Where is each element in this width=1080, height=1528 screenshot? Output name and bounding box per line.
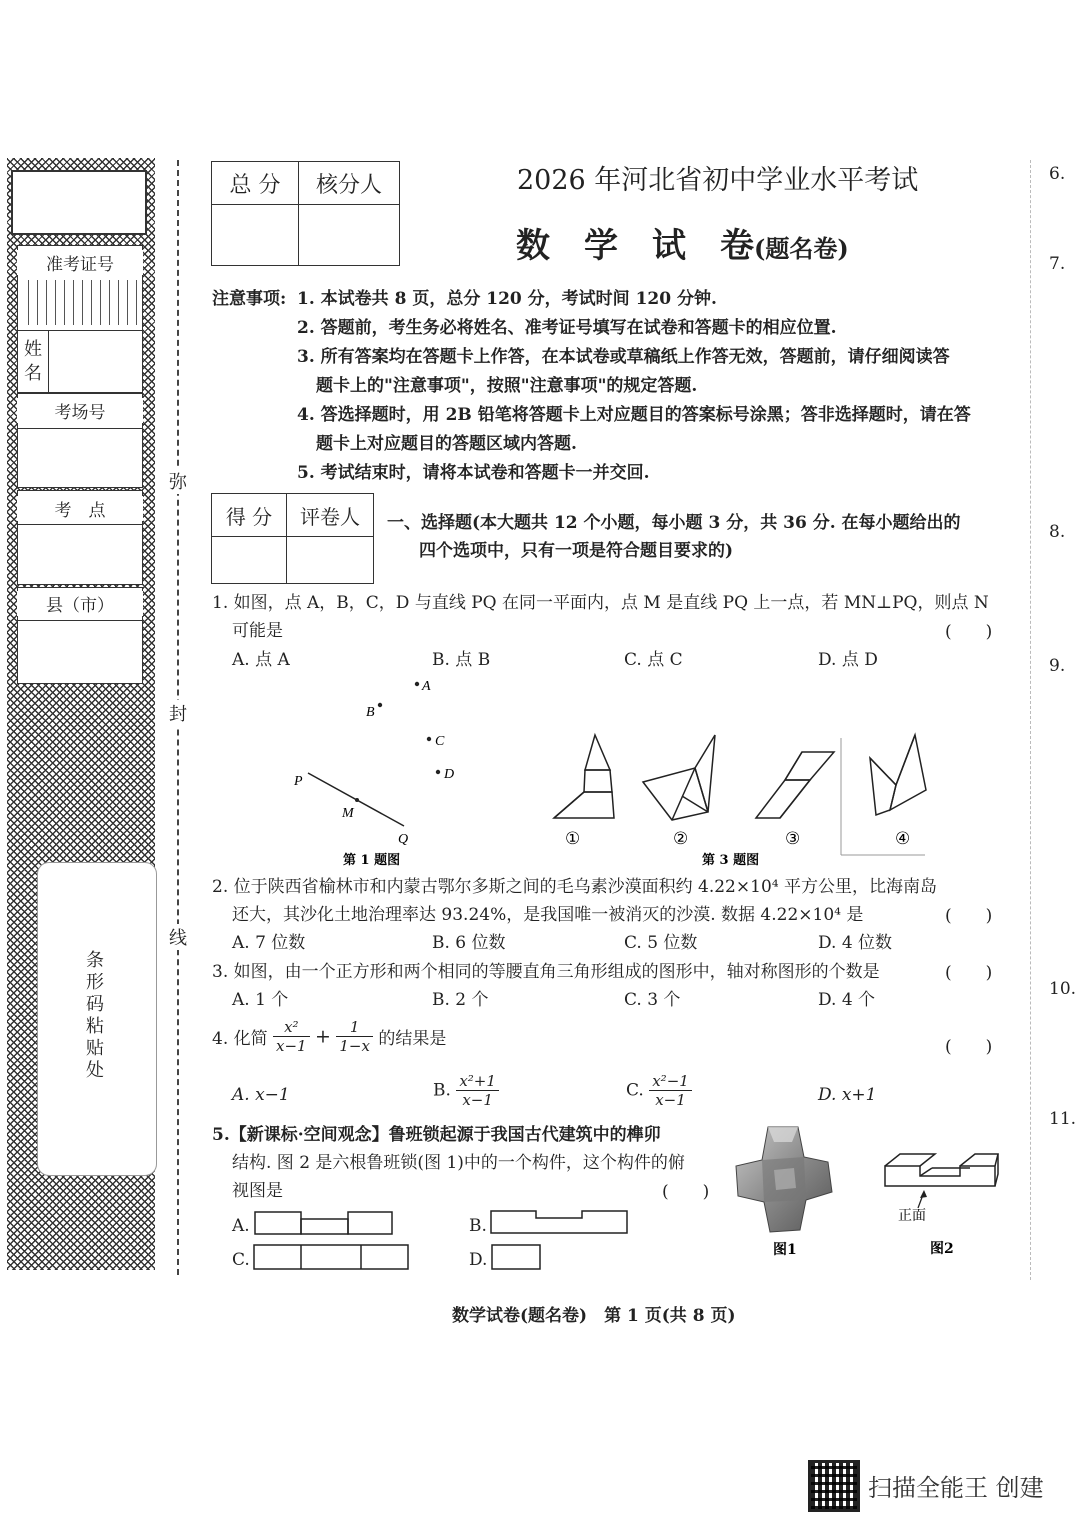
q5-opt-b-label: B.	[469, 1216, 487, 1236]
q4-fraction-1	[273, 1018, 310, 1055]
q4-option-b	[433, 1072, 499, 1109]
q5-opt-a-figure	[254, 1211, 396, 1237]
q5-line1-text: 5.【新课标·空间观念】鲁班锁起源于我国古代建筑中的榫卯	[212, 1125, 661, 1145]
point-b-label: B	[366, 705, 375, 720]
point-m-label: M	[342, 806, 354, 821]
notice-item-5: 5. 考试结束时，请将本试卷和答题卡一并交回.	[297, 463, 650, 483]
q4-fraction-2	[336, 1018, 373, 1055]
q4-f2-num: 1	[336, 1018, 373, 1037]
point-p-label: P	[294, 774, 303, 789]
right-page-divider	[1030, 160, 1031, 1280]
q1-option-c: C. 点 C	[624, 650, 683, 670]
fig3-caption: 第 3 题图	[702, 853, 760, 868]
q5-answer-paren[interactable]: ( )	[662, 1182, 710, 1202]
point-a-label: A	[422, 679, 431, 694]
q4-optc-num: x²−1	[649, 1072, 692, 1091]
notice-item-1: 1. 本试卷共 8 页，总分 120 分，考试时间 120 分钟.	[297, 289, 717, 309]
q4-optc-label: C.	[626, 1080, 644, 1101]
q4-optb-num: x²+1	[456, 1072, 499, 1091]
q4-optc-den: x−1	[655, 1091, 686, 1109]
q4-optc-fraction	[649, 1072, 692, 1109]
notice-item-4: 4. 答选择题时，用 2B 铅笔将答题卡上对应题目的答案标号涂黑；答非选择题时，请在答	[297, 405, 971, 425]
q5-line2: 结构. 图 2 是六根鲁班锁(图 1)中的一个构件，这个构件的俯	[232, 1153, 685, 1173]
point-d-label: D	[444, 767, 455, 782]
county-divider	[17, 620, 143, 621]
fig3-shape-3	[756, 752, 834, 818]
luban-lock-figure-1	[728, 1122, 838, 1262]
q4-option-a: A. x−1	[232, 1085, 290, 1105]
page-footer: 数学试卷(题名卷) 第 1 页(共 8 页)	[452, 1306, 736, 1326]
q1-line1: 1. 如图，点 A，B，C，D 与直线 PQ 在同一平面内，点 M 是直线 PQ 上一点，若 MN⊥PQ，则点 N	[212, 593, 989, 613]
room-divider	[17, 428, 143, 429]
q2-option-c: C. 5 位数	[624, 933, 698, 953]
section1-line1: 一、选择题(本大题共 12 个小题，每小题 3 分，共 36 分. 在每小题给出的	[387, 513, 961, 533]
q4-plus: +	[315, 1025, 331, 1048]
name-col-divider	[48, 330, 49, 393]
watermark-text: 扫描全能王 创建	[868, 1474, 1044, 1502]
subject-title	[516, 218, 849, 267]
checker-header: 核分人	[299, 162, 400, 205]
exam-id-digit-cells	[20, 280, 140, 325]
total-score-cell[interactable]	[212, 205, 299, 266]
notice-item-3: 3. 所有答案均在答题卡上作答，在本试卷或草稿纸上作答无效，答题前，请仔细阅读答	[297, 347, 950, 367]
seal-char-1: 弥	[169, 468, 187, 494]
q4-stem	[212, 1018, 446, 1055]
q1-figure	[280, 670, 480, 870]
luban-fig2-caption: 图2	[930, 1241, 954, 1257]
right-margin-q9: 9.	[1049, 656, 1066, 676]
name-divider	[17, 330, 143, 331]
qr-code-icon	[808, 1460, 860, 1512]
q4-f1-num: x²	[273, 1018, 310, 1037]
seal-char-3: 线	[169, 924, 187, 950]
q3-option-c: C. 3 个	[624, 990, 681, 1010]
subject-main: 数 学 试 卷	[516, 226, 754, 266]
section1-line2: 四个选项中，只有一项是符合题目要求的)	[419, 541, 734, 561]
point-m-dot	[355, 798, 359, 802]
right-margin-q11: 11.	[1049, 1109, 1077, 1129]
q4-f2-den: 1−x	[339, 1037, 370, 1055]
q4-answer-paren[interactable]: ( )	[945, 1037, 993, 1057]
q1-option-a: A. 点 A	[232, 650, 290, 670]
grader-score-cell[interactable]	[212, 537, 287, 584]
right-margin-q6: 6.	[1049, 164, 1066, 184]
grader-name-header: 评卷人	[287, 494, 374, 537]
q4-option-d: D. x+1	[818, 1085, 877, 1105]
fig3-shape-4	[870, 735, 926, 815]
fig3-shape-2	[643, 735, 715, 820]
q3-option-a: A. 1 个	[232, 990, 289, 1010]
right-margin-q8: 8.	[1049, 522, 1066, 542]
luban-component-figure-2	[880, 1146, 1005, 1258]
q1-answer-paren[interactable]: ( )	[945, 622, 993, 642]
q2-option-a: A. 7 位数	[232, 933, 306, 953]
fig3-label-1: ①	[565, 829, 581, 849]
q2-option-d: D. 4 位数	[818, 933, 893, 953]
q4-suffix: 的结果是	[378, 1029, 447, 1049]
notice-label: 注意事项:	[212, 289, 287, 309]
q4-optb-fraction	[456, 1072, 499, 1109]
grader-name-cell[interactable]	[287, 537, 374, 584]
point-q-label: Q	[398, 832, 409, 847]
q1-option-b: B. 点 B	[432, 650, 491, 670]
q5-opt-c-label: C.	[232, 1250, 250, 1270]
point-c-dot	[427, 737, 431, 741]
fig3-label-4: ④	[895, 829, 911, 849]
q5-opt-d-label: D.	[469, 1250, 488, 1270]
site-label: 考 点	[17, 496, 143, 521]
point-d-dot	[436, 770, 440, 774]
fig1-caption: 第 1 题图	[343, 853, 401, 868]
front-label: 正面	[898, 1208, 926, 1224]
fig3-label-3: ③	[785, 829, 801, 849]
subject-suffix: (题名卷)	[754, 234, 849, 263]
q4-prefix: 4. 化简	[212, 1029, 268, 1049]
notice-item-2: 2. 答题前，考生务必将姓名、准考证号填写在试卷和答题卡的相应位置.	[297, 318, 837, 338]
total-score-header: 总 分	[212, 162, 299, 205]
site-divider	[17, 524, 143, 525]
q2-option-b: B. 6 位数	[432, 933, 506, 953]
q5-opt-d-figure	[491, 1244, 543, 1272]
exam-title: 2026 年河北省初中学业水平考试	[517, 165, 919, 196]
right-margin-q10: 10.	[1049, 979, 1077, 999]
q2-line1: 2. 位于陕西省榆林市和内蒙古鄂尔多斯之间的毛乌素沙漠面积约 4.22×10⁴ 平方公里，比海南岛	[212, 877, 937, 897]
q3-option-b: B. 2 个	[432, 990, 489, 1010]
q1-option-d: D. 点 D	[818, 650, 878, 670]
q5-line1	[212, 1121, 661, 1149]
grader-table	[211, 493, 374, 584]
point-b-dot	[378, 703, 382, 707]
q3-line1: 3. 如图，由一个正方形和两个相同的等腰直角三角形组成的图形中，轴对称图形的个数是	[212, 962, 880, 982]
notice-item-4b: 题卡上对应题目的答题区域内答题.	[316, 434, 577, 454]
q3-figure	[540, 730, 930, 870]
room-label: 考场号	[17, 398, 143, 423]
grader-score-header: 得 分	[212, 494, 287, 537]
luban-fig1-caption: 图1	[773, 1242, 797, 1258]
q3-answer-paren[interactable]: ( )	[945, 963, 993, 983]
q4-optb-den: x−1	[462, 1091, 493, 1109]
q5-line3: 视图是	[232, 1181, 283, 1201]
q4-optb-label: B.	[433, 1080, 451, 1101]
q4-option-c	[626, 1072, 692, 1109]
q2-answer-paren[interactable]: ( )	[945, 906, 993, 926]
barcode-label: 条形码粘贴处	[86, 950, 104, 1081]
fig3-label-2: ②	[673, 829, 689, 849]
q5-opt-c-figure	[253, 1244, 411, 1272]
q1-line2: 可能是	[232, 621, 283, 641]
right-margin-q7: 7.	[1049, 254, 1066, 274]
checker-cell[interactable]	[299, 205, 400, 266]
q4-f1-den: x−1	[276, 1037, 307, 1055]
fig3-shape-1	[554, 735, 614, 818]
notice-item-3b: 题卡上的"注意事项"，按照"注意事项"的规定答题.	[316, 376, 698, 396]
point-a-dot	[415, 682, 419, 686]
q2-line2: 还大，其沙化土地治理率达 93.24%，是我国唯一被消灭的沙漠. 数据 4.22×10⁴ 是	[232, 905, 864, 925]
q5-opt-b-figure	[490, 1210, 630, 1236]
seal-char-2: 封	[169, 700, 187, 726]
total-score-table	[211, 161, 400, 266]
blank-box	[11, 170, 147, 235]
name-label: 姓名	[24, 339, 42, 384]
point-c-label: C	[435, 734, 445, 749]
county-label: 县（市）	[17, 591, 143, 616]
q3-option-d: D. 4 个	[818, 990, 876, 1010]
q5-opt-a-label: A.	[232, 1216, 250, 1236]
exam-id-label: 准考证号	[17, 250, 143, 275]
